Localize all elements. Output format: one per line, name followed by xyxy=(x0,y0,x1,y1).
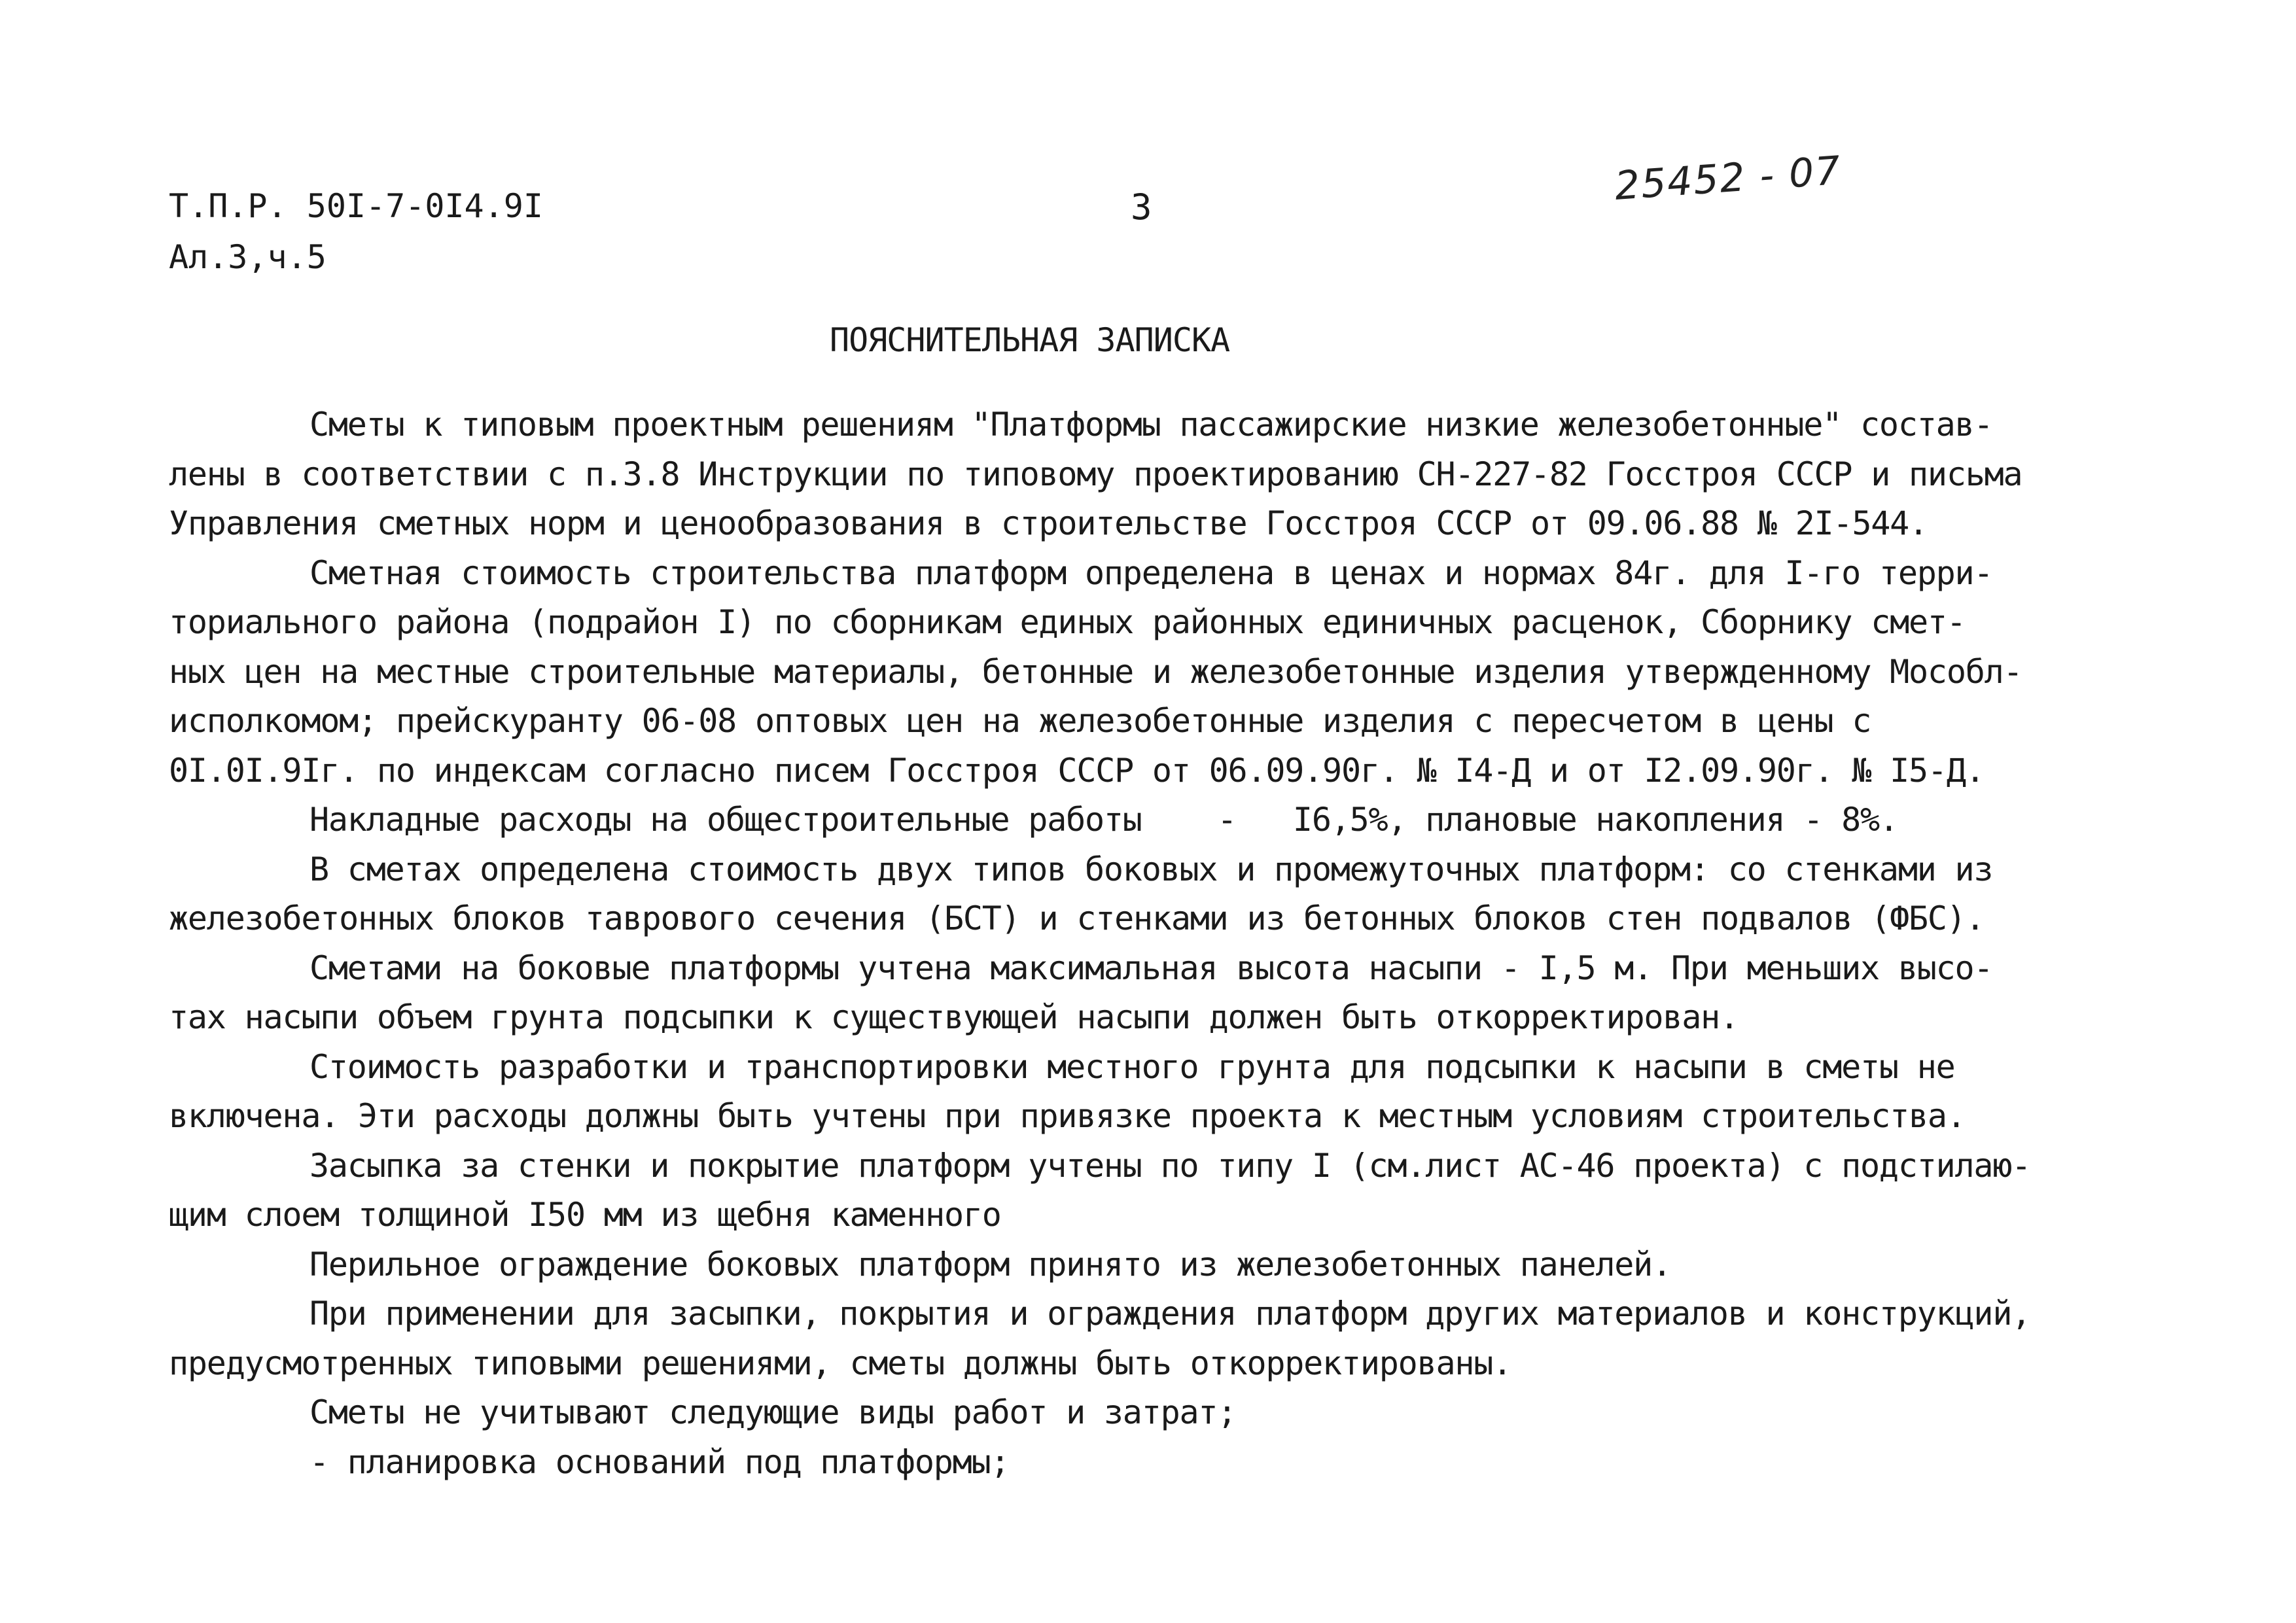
text-line: 0I.0I.9Iг. по индексам согласно писем Госстроя СССР от 06.09.90г. № I4-Д и от I2.09.90г. № I5-Д. xyxy=(169,751,1985,790)
text-line: железобетонных блоков таврового сечения (БСТ) и стенками из бетонных блоков стен подвалов (ФБС). xyxy=(169,899,1985,937)
text-line: включена. Эти расходы должны быть учтены при привязке проекта к местным условиям строительства. xyxy=(169,1097,1966,1135)
archive-number-handwritten: 25452 - 07 xyxy=(1613,147,1843,209)
page-number: 3 xyxy=(1131,186,1152,228)
text-line: Сметы к типовым проектным решениям "Платформы пассажирские низкие железобетонные" состав- xyxy=(309,406,1993,444)
text-line: Сметами на боковые платформы учтена максимальная высота насыпи - I,5 м. При меньших высо- xyxy=(309,949,1993,987)
text-line: ных цен на местные строительные материалы, бетонные и железобетонные изделия утвержденному Мособл- xyxy=(169,652,2022,691)
album-section: Ал.3,ч.5 xyxy=(169,238,327,276)
text-line: исполкомом; прейскуранту 06-08 оптовых цен на железобетонные изделия с пересчетом в цены с xyxy=(169,702,1871,740)
text-line: Сметная стоимость строительства платформ определена в ценах и нормах 84г. для I-го терри- xyxy=(309,553,1993,592)
text-line: Перильное ограждение боковых платформ принято из железобетонных панелей. xyxy=(309,1245,1671,1283)
text-line: предусмотренных типовыми решениями, сметы должны быть откорректированы. xyxy=(169,1344,1512,1382)
text-line: тах насыпи объем грунта подсыпки к существующей насыпи должен быть откорректирован. xyxy=(169,998,1739,1036)
text-line: Сметы не учитывают следующие виды работ и затрат; xyxy=(309,1393,1237,1431)
text-line: лены в соответствии с п.3.8 Инструкции по типовому проектированию СН-227-82 Госстроя СССР и письма xyxy=(169,455,2022,493)
text-line: Стоимость разработки и транспортировки местного грунта для подсыпки к насыпи в сметы не xyxy=(309,1047,1955,1086)
page-title: ПОЯСНИТЕЛЬНАЯ ЗАПИСКА xyxy=(830,321,1230,359)
text-line: Накладные расходы на общестроительные работы - I6,5%, плановые накопления - 8%. xyxy=(309,801,1898,839)
text-line: Засыпка за стенки и покрытие платформ учтены по типу I (см.лист АС-46 проекта) с подстилаю- xyxy=(309,1146,2031,1185)
text-line: - планировка оснований под платформы; xyxy=(309,1442,1010,1481)
text-line: Управления сметных норм и ценообразования в строительстве Госстроя СССР от 09.06.88 № 2I-544. xyxy=(169,504,1928,542)
text-line: ториального района (подрайон I) по сборникам единых районных единичных расценок, Сборнику смет- xyxy=(169,603,1966,641)
text-line: щим слоем толщиной I50 мм из щебня каменного xyxy=(169,1196,1001,1234)
document-code: Т.П.Р. 50I-7-0I4.9I xyxy=(169,187,543,225)
text-line: В сметах определена стоимость двух типов боковых и промежуточных платформ: со стенками из xyxy=(309,850,1993,888)
explanatory-note-body xyxy=(169,400,2151,1487)
text-line: При применении для засыпки, покрытия и ограждения платформ других материалов и конструкций, xyxy=(309,1295,2031,1333)
